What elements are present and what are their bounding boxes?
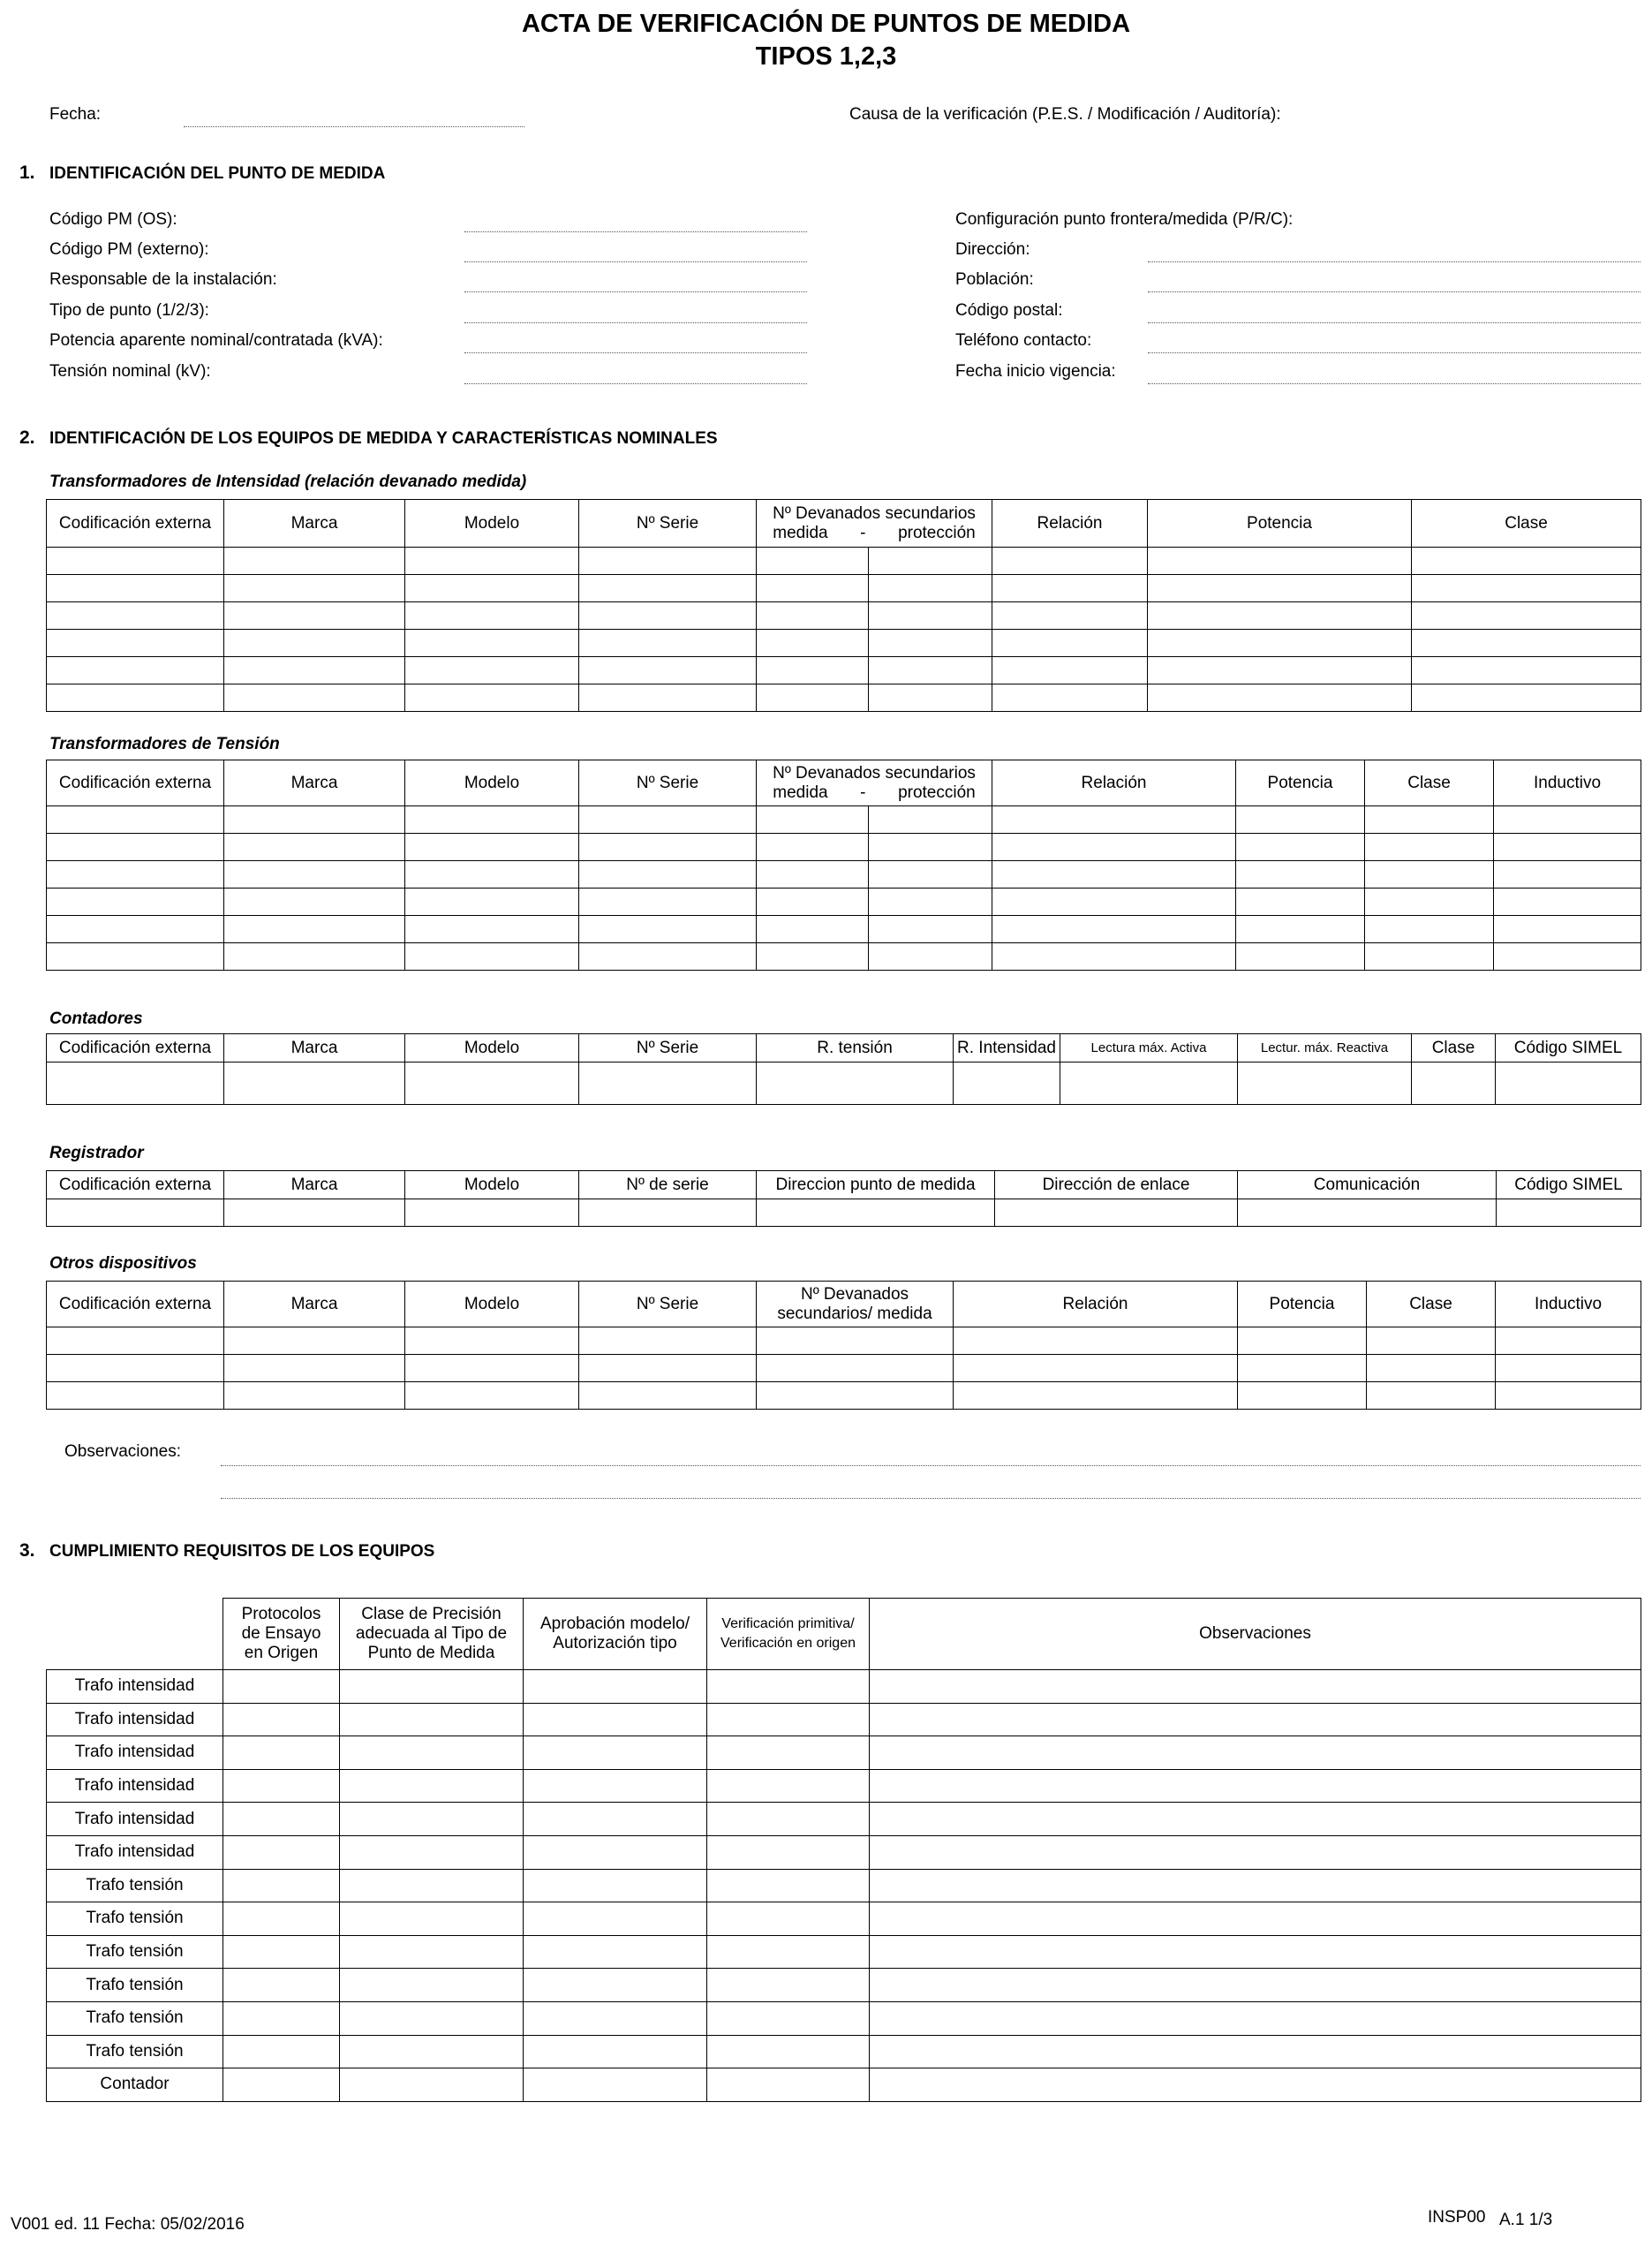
otros-header-potencia: Potencia	[1238, 1282, 1367, 1327]
ti-header-devanados-line2	[757, 524, 992, 543]
fecha-label: Fecha:	[49, 105, 102, 124]
causa-label: Causa de la verificación (P.E.S. / Modificación / Auditoría):	[849, 105, 1281, 124]
table-row	[47, 1327, 1641, 1355]
req-header-observaciones: Observaciones	[870, 1599, 1641, 1670]
observaciones-field-line1[interactable]	[221, 1465, 1641, 1466]
tt-subtitle: Transformadores de Tensión	[49, 735, 280, 753]
tt-header-proteccion: protección	[898, 783, 976, 802]
req-header-verificacion: Verificación primitiva/ Verificación en origen	[707, 1599, 870, 1670]
tipo-punto-field[interactable]	[464, 322, 807, 323]
contadores-subtitle: Contadores	[49, 1010, 143, 1028]
req-row-label: Trafo tensión	[47, 1902, 223, 1936]
section1-title: IDENTIFICACIÓN DEL PUNTO DE MEDIDA	[49, 164, 386, 183]
table-row	[47, 806, 1641, 834]
footer-page: A.1 1/3	[1499, 2211, 1553, 2229]
tension-label: Tensión nominal (kV):	[49, 362, 211, 381]
section1-number: 1.	[19, 163, 35, 183]
otros-header-marca: Marca	[224, 1282, 405, 1327]
section3-number: 3.	[19, 1540, 35, 1561]
tt-header-potencia: Potencia	[1236, 760, 1365, 806]
requisitos-header-table	[223, 1598, 1641, 1670]
section3-title: CUMPLIMIENTO REQUISITOS DE LOS EQUIPOS	[49, 1542, 435, 1561]
ti-header-devanados-line1: Nº Devanados secundarios	[773, 503, 976, 523]
reg-header-direccion-punto: Direccion punto de medida	[757, 1171, 995, 1199]
cont-header-codificacion: Codificación externa	[47, 1034, 224, 1063]
codigo-postal-label: Código postal:	[955, 301, 1063, 320]
document-title: ACTA DE VERIFICACIÓN DE PUNTOS DE MEDIDA	[521, 10, 1131, 38]
otros-subtitle: Otros dispositivos	[49, 1254, 197, 1273]
codigo-pm-os-field[interactable]	[464, 231, 807, 232]
otros-table	[46, 1281, 1641, 1410]
cont-header-simel: Código SIMEL	[1496, 1034, 1641, 1063]
req-header-protocolos: Protocolos de Ensayo en Origen	[223, 1599, 340, 1670]
document-subtitle: TIPOS 1,2,3	[755, 42, 897, 71]
ti-header-marca: Marca	[224, 500, 405, 548]
reg-header-direccion-enlace: Dirección de enlace	[995, 1171, 1238, 1199]
req-row-label: Trafo intensidad	[47, 1835, 223, 1869]
reg-header-simel: Código SIMEL	[1497, 1171, 1641, 1199]
poblacion-label: Población:	[955, 270, 1034, 289]
section2-title: IDENTIFICACIÓN DE LOS EQUIPOS DE MEDIDA Y CARACTERÍSTICAS NOMINALES	[49, 429, 718, 448]
poblacion-field[interactable]	[1148, 291, 1641, 292]
responsable-field[interactable]	[464, 291, 807, 292]
req-row-label: Trafo tensión	[47, 1869, 223, 1902]
table-row	[47, 684, 1641, 712]
section2-number: 2.	[19, 427, 35, 448]
ti-header-modelo: Modelo	[405, 500, 579, 548]
table-row	[47, 602, 1641, 630]
cont-header-lectura-reactiva: Lectur. máx. Reactiva	[1238, 1034, 1412, 1063]
codigo-pm-externo-label: Código PM (externo):	[49, 240, 209, 259]
req-row-label: Trafo intensidad	[47, 1703, 223, 1736]
fecha-vigencia-label: Fecha inicio vigencia:	[955, 362, 1116, 381]
otros-header-relacion: Relación	[954, 1282, 1238, 1327]
tt-header-inductivo: Inductivo	[1494, 760, 1641, 806]
tt-header-marca: Marca	[224, 760, 405, 806]
tension-field[interactable]	[464, 383, 807, 384]
req-row-label: Trafo tensión	[47, 1969, 223, 2002]
table-row	[47, 1769, 1641, 1803]
ti-table	[46, 499, 1641, 712]
table-row	[47, 1355, 1641, 1382]
potencia-label: Potencia aparente nominal/contratada (kVA):	[49, 331, 383, 350]
otros-header-inductivo: Inductivo	[1496, 1282, 1641, 1327]
ti-subtitle: Transformadores de Intensidad (relación devanado medida)	[49, 473, 527, 491]
otros-header-devanados	[757, 1282, 954, 1327]
req-header-clase-precision: Clase de Precisión adecuada al Tipo de Punto de Medida	[340, 1599, 524, 1670]
table-row	[47, 1199, 1641, 1227]
table-row	[47, 1736, 1641, 1770]
ti-header-devanados	[757, 500, 992, 548]
tt-header-devanados-line2	[757, 783, 992, 803]
req-header-aprobacion: Aprobación modelo/ Autorización tipo	[524, 1599, 707, 1670]
tt-header-medida: medida	[773, 783, 828, 802]
table-row	[47, 1935, 1641, 1969]
registrador-table	[46, 1170, 1641, 1227]
tt-header-clase: Clase	[1365, 760, 1494, 806]
otros-header-clase: Clase	[1367, 1282, 1496, 1327]
codigo-postal-field[interactable]	[1148, 322, 1641, 323]
table-row	[47, 657, 1641, 684]
cont-header-modelo: Modelo	[405, 1034, 579, 1063]
contadores-table	[46, 1033, 1641, 1105]
req-row-label: Trafo tensión	[47, 2035, 223, 2068]
tt-header-serie: Nº Serie	[579, 760, 757, 806]
table-row	[47, 548, 1641, 575]
ti-header-medida: medida	[773, 523, 828, 542]
reg-header-marca: Marca	[224, 1171, 405, 1199]
reg-header-serie: Nº de serie	[579, 1171, 757, 1199]
footer-version: V001 ed. 11 Fecha: 05/02/2016	[11, 2215, 245, 2234]
table-row	[47, 834, 1641, 861]
req-row-label: Trafo intensidad	[47, 1803, 223, 1836]
observaciones-label: Observaciones:	[64, 1442, 182, 1461]
otros-header-modelo: Modelo	[405, 1282, 579, 1327]
telefono-field[interactable]	[1148, 352, 1641, 353]
codigo-pm-externo-field[interactable]	[464, 261, 807, 262]
req-row-label: Trafo tensión	[47, 2001, 223, 2035]
direccion-label: Dirección:	[955, 240, 1030, 259]
ti-header-potencia: Potencia	[1148, 500, 1412, 548]
table-row	[47, 889, 1641, 916]
otros-header-serie: Nº Serie	[579, 1282, 757, 1327]
configuracion-label: Configuración punto frontera/medida (P/R/C):	[955, 210, 1294, 229]
table-row	[47, 630, 1641, 657]
tt-header-devanados-line1: Nº Devanados secundarios	[773, 763, 976, 783]
cont-header-r-tension: R. tensión	[757, 1034, 954, 1063]
codigo-pm-os-label: Código PM (OS):	[49, 210, 177, 229]
cont-header-serie: Nº Serie	[579, 1034, 757, 1063]
ti-header-codificacion: Codificación externa	[47, 500, 224, 548]
req-row-label: Trafo intensidad	[47, 1670, 223, 1704]
tt-header-dash: -	[860, 783, 866, 802]
ti-header-dash: -	[860, 523, 866, 542]
responsable-label: Responsable de la instalación:	[49, 270, 277, 289]
table-row	[47, 861, 1641, 889]
req-row-label: Trafo tensión	[47, 1935, 223, 1969]
tt-header-devanados	[757, 760, 992, 806]
table-row	[47, 943, 1641, 971]
observaciones-field-line2[interactable]	[221, 1498, 1641, 1499]
potencia-field[interactable]	[464, 352, 807, 353]
direccion-field[interactable]	[1148, 261, 1641, 262]
tt-table	[46, 760, 1641, 971]
cont-header-lectura-activa: Lectura máx. Activa	[1060, 1034, 1238, 1063]
table-row	[47, 1703, 1641, 1736]
cont-header-marca: Marca	[224, 1034, 405, 1063]
req-row-label: Contador	[47, 2068, 223, 2102]
ti-header-clase: Clase	[1412, 500, 1641, 548]
otros-header-devanados-line1: Nº Devanados	[800, 1284, 909, 1304]
tt-header-relacion: Relación	[992, 760, 1236, 806]
ti-header-proteccion: protección	[898, 523, 976, 542]
otros-header-devanados-line2: secundarios/ medida	[777, 1304, 932, 1323]
table-row	[47, 2068, 1641, 2102]
reg-header-codificacion: Codificación externa	[47, 1171, 224, 1199]
table-row	[47, 1670, 1641, 1704]
ti-header-serie: Nº Serie	[579, 500, 757, 548]
req-row-label: Trafo intensidad	[47, 1736, 223, 1770]
table-row	[47, 575, 1641, 602]
otros-header-codificacion: Codificación externa	[47, 1282, 224, 1327]
fecha-field[interactable]	[184, 126, 524, 127]
cont-header-r-intensidad: R. Intensidad	[954, 1034, 1060, 1063]
ti-header-relacion: Relación	[992, 500, 1148, 548]
registrador-subtitle: Registrador	[49, 1144, 144, 1162]
table-row	[47, 1063, 1641, 1105]
table-row	[47, 1803, 1641, 1836]
table-row	[47, 1835, 1641, 1869]
table-row	[47, 1969, 1641, 2002]
cont-header-clase: Clase	[1412, 1034, 1496, 1063]
table-row	[47, 1869, 1641, 1902]
req-row-label: Trafo intensidad	[47, 1769, 223, 1803]
table-row	[47, 1382, 1641, 1410]
table-row	[47, 1902, 1641, 1936]
tipo-punto-label: Tipo de punto (1/2/3):	[49, 301, 209, 320]
telefono-label: Teléfono contacto:	[955, 331, 1092, 350]
reg-header-comunicacion: Comunicación	[1238, 1171, 1497, 1199]
reg-header-modelo: Modelo	[405, 1171, 579, 1199]
table-row	[47, 916, 1641, 943]
table-row	[47, 2001, 1641, 2035]
footer-code: INSP00	[1428, 2208, 1486, 2227]
requisitos-table	[46, 1669, 1641, 2102]
fecha-vigencia-field[interactable]	[1148, 383, 1641, 384]
tt-header-modelo: Modelo	[405, 760, 579, 806]
tt-header-codificacion: Codificación externa	[47, 760, 224, 806]
table-row	[47, 2035, 1641, 2068]
